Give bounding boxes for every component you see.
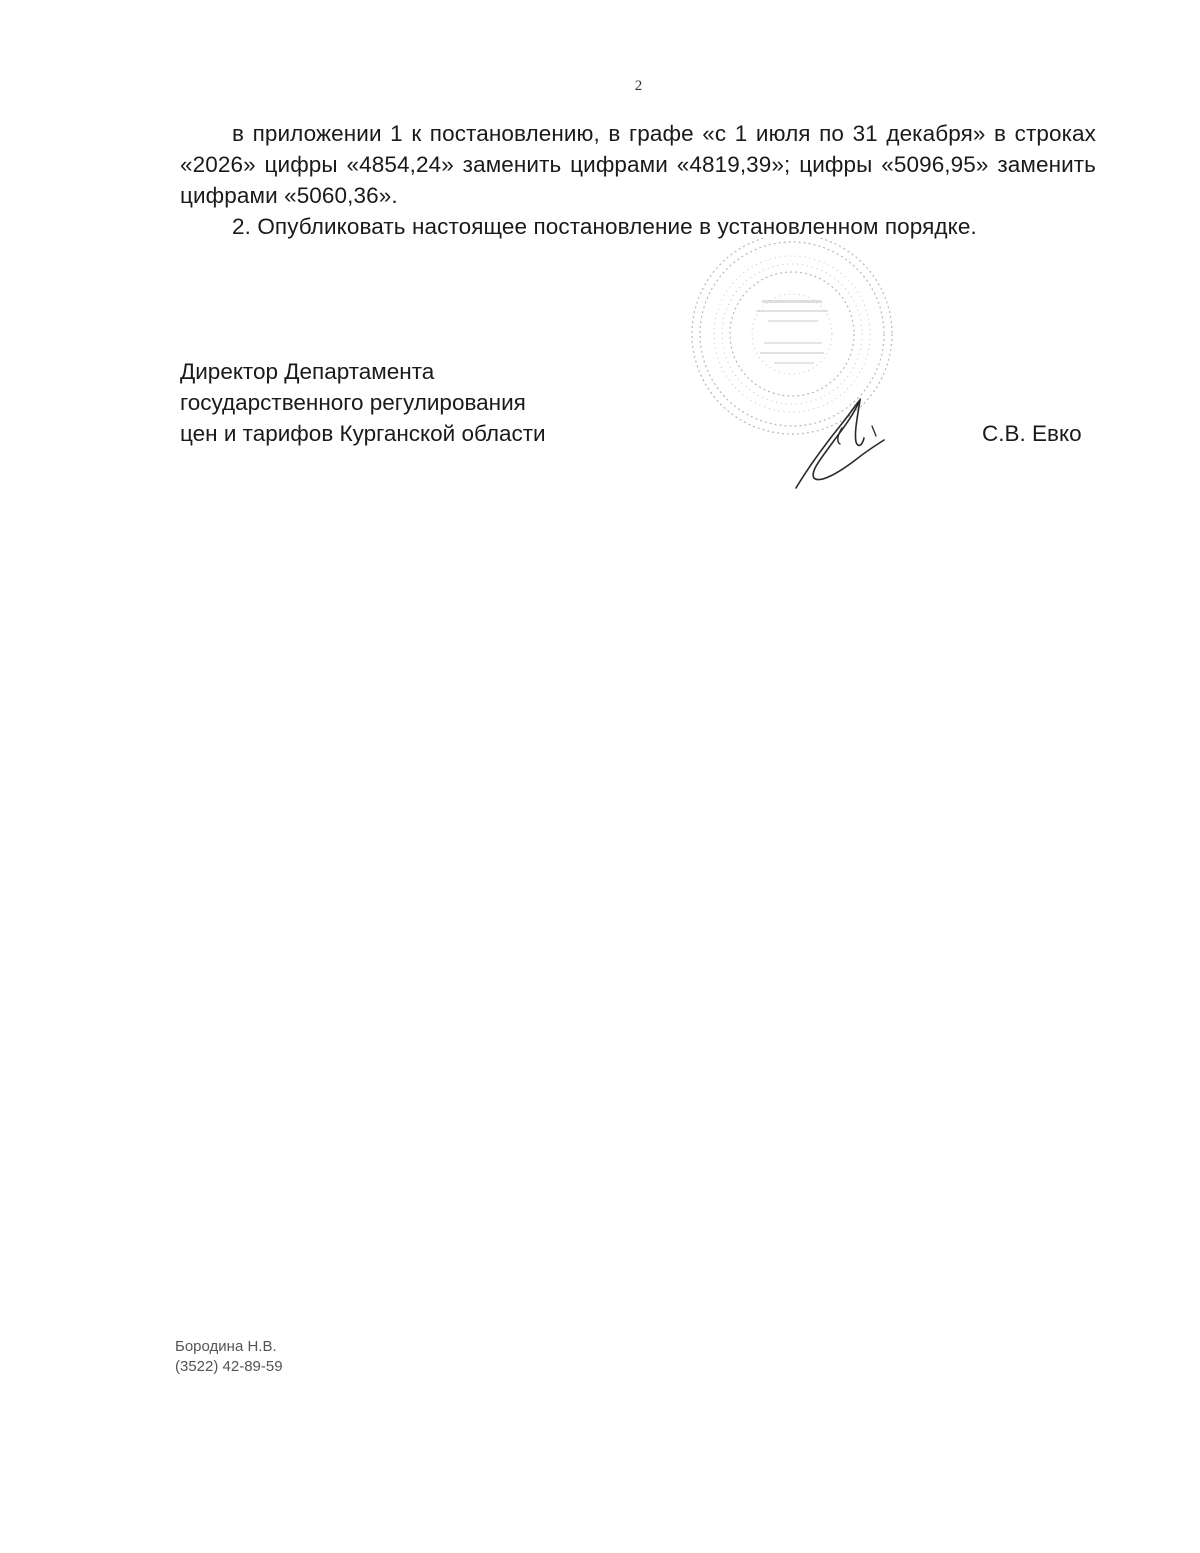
position-line: государственного регулирования [180, 390, 526, 415]
executor-name: Бородина Н.В. [175, 1338, 277, 1355]
document-body [180, 118, 1096, 242]
page-number: 2 [634, 78, 643, 94]
executor-info [175, 1337, 283, 1377]
executor-phone: (3522) 42-89-59 [175, 1358, 283, 1375]
signatory-position [180, 356, 546, 449]
handwritten-signature-icon [780, 392, 900, 492]
paragraph-publish: 2. Опубликовать настоящее постановление в установленном порядке. [232, 214, 977, 239]
signer-name: С.В. Евко [982, 421, 1082, 446]
position-line: цен и тарифов Курганской области [180, 421, 546, 446]
paragraph-amendment: в приложении 1 к постановлению, в графе «с 1 июля по 31 декабря» в строках «2026» цифры «4854,24» заменить цифрами «4819,39»; цифры «5096,95» заменить цифрами «5060,36». [180, 121, 1096, 208]
position-line: Директор Департамента [180, 359, 435, 384]
